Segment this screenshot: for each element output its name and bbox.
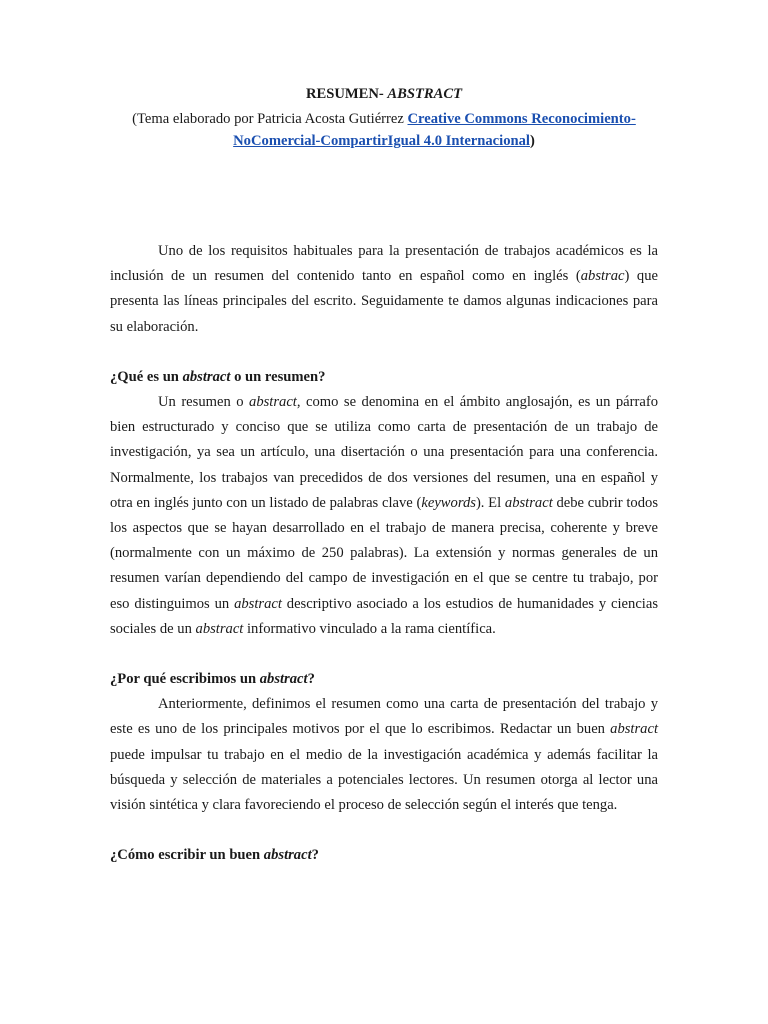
- license-link-line1: Creative Commons Reconocimiento-: [407, 111, 636, 127]
- section-paragraph-why: [110, 692, 658, 818]
- paragraph-text: , como se denomina en el ámbito anglosajón, es un párrafo bien estructurado y conciso que se utiliza como carta de presentación de un trabajo de investigación, ya sea un artículo, una disertación o una presentación para una conferencia. Normalmente, los trabajos van precedidos de dos versiones del resumen, una en español y otra en inglés junto con un listado de palabras clave (: [110, 394, 658, 511]
- credit-suffix: ): [529, 133, 535, 149]
- section-heading-how: [110, 843, 658, 868]
- intro-text: Uno de los requisitos habituales para la presentación de trabajos académicos es la inclusión de un resumen del contenido tanto en español como en inglés (: [110, 243, 658, 285]
- paragraph-text: ). El: [475, 494, 505, 511]
- heading-italic: abstract: [263, 847, 312, 864]
- paragraph-italic: abstract: [504, 494, 553, 511]
- paragraph-italic: abstract: [610, 721, 658, 738]
- heading-italic: abstract: [182, 368, 231, 385]
- section-paragraph-what: [110, 390, 658, 642]
- author-credit: [110, 108, 658, 152]
- paragraph-text: Anteriormente, definimos el resumen como una carta de presentación del trabajo y este es uno de los principales motivos por el que lo escribimos. Redactar un buen: [110, 696, 658, 738]
- paragraph-italic: abstract: [249, 394, 297, 411]
- credit-prefix: (Tema elaborado por Patricia Acosta Gutiérrez: [132, 111, 408, 127]
- title-text: RESUMEN-: [305, 86, 388, 102]
- heading-text-end: ?: [311, 847, 319, 864]
- intro-text-end: ) que presenta las líneas principales del escrito. Seguidamente te damos algunas indicaciones para su elaboración.: [110, 268, 658, 335]
- heading-text-end: ?: [307, 671, 315, 688]
- paragraph-text: descriptivo asociado a los estudios de humanidades y ciencias sociales de un: [110, 595, 659, 637]
- paragraph-text: puede impulsar tu trabajo en el medio de la investigación académica y además facilitar la búsqueda y selección de materiales a potenciales lectores. Un resumen otorga al lector una visión sintética y clara favoreciendo el proceso de selección según el interés que tenga.: [110, 746, 658, 814]
- section-heading-what: [110, 365, 658, 390]
- intro-paragraph: [110, 239, 658, 340]
- heading-text: ¿Por qué escribimos un: [110, 671, 260, 688]
- paragraph-italic: keywords: [421, 494, 476, 511]
- paragraph-text: informativo vinculado a la rama científica.: [243, 620, 496, 637]
- license-link-line2: NoComercial-CompartirIgual 4.0 Internacional: [233, 133, 530, 149]
- paragraph-italic: abstract: [234, 595, 282, 612]
- document-title: [110, 83, 658, 105]
- heading-text: ¿Cómo escribir un buen: [110, 847, 264, 864]
- heading-text: ¿Qué es un: [110, 368, 183, 385]
- title-italic: ABSTRACT: [387, 86, 463, 102]
- intro-italic: abstrac: [580, 268, 625, 285]
- paragraph-italic: abstract: [195, 620, 244, 637]
- paragraph-text: Un resumen o: [158, 394, 250, 411]
- section-heading-why: [110, 667, 658, 692]
- heading-text-end: o un resumen?: [230, 368, 326, 385]
- heading-italic: abstract: [259, 671, 308, 688]
- paragraph-text: debe cubrir todos los aspectos que se hayan desarrollado en el trabajo de manera precisa, coherente y breve (normalmente con un máximo de 250 palabras). La extensión y normas generales de un resumen varían dependiendo del campo de investigación en el que se centre tu trabajo, por eso distinguimos un: [110, 494, 658, 612]
